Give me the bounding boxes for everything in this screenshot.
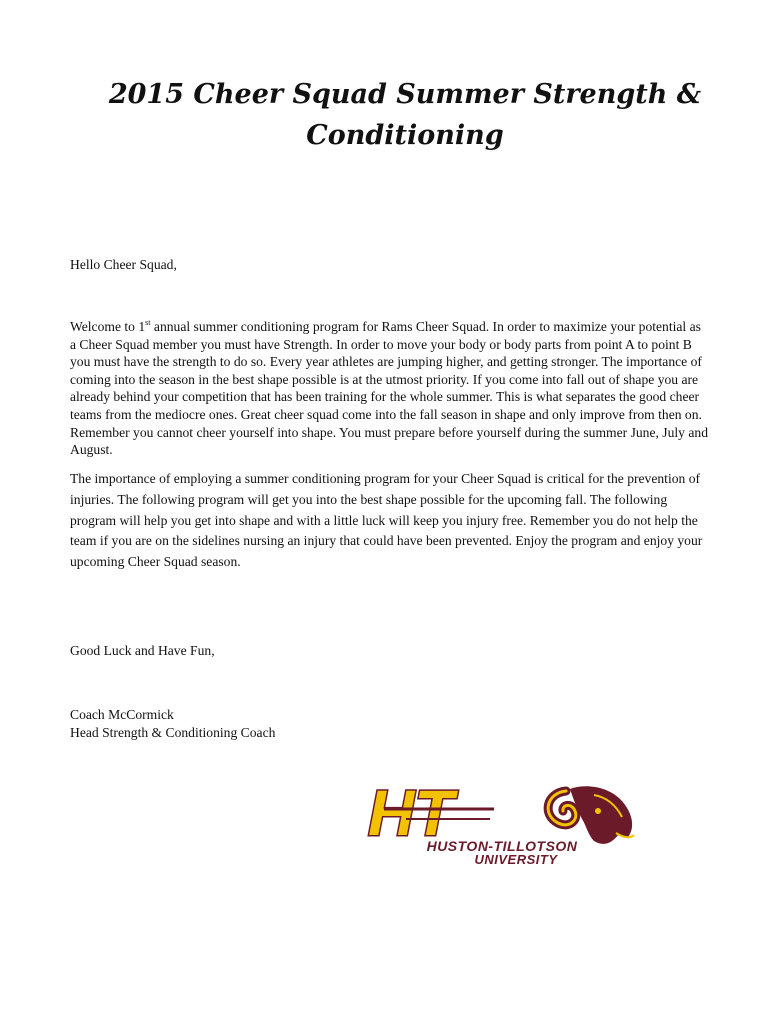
signature-name: Coach McCormick	[70, 707, 174, 722]
paragraph-welcome-rest: annual summer conditioning program for Rams Cheer Squad. In order to maximize your potential as a Cheer Squad member you must have Strength. In order to move your body or body parts from point A to point B you must have the strength to do so. Every year athletes are jumping higher, and getting stronger. The importance of coming into the season in the best shape possible is at the utmost priority. If you come into fall out of shape you are already behind your competition that has been training for the whole summer. This is what separates the good cheer teams from the mediocre ones. Great cheer squad come into the fall season in shape and only improve from then on. Remember you cannot cheer yourself into shape. You must prepare before yourself during the summer June, July and August.	[70, 319, 708, 458]
closing-line: Good Luck and Have Fun,	[70, 643, 215, 658]
title-line-1: 2015 Cheer Squad Summer Strength &	[108, 79, 702, 110]
logo-name-line-1: HUSTON-TILLOTSON	[426, 838, 578, 854]
salutation: Hello Cheer Squad,	[70, 257, 177, 272]
paragraph-importance: The importance of employing a summer conditioning program for your Cheer Squad is critical for the prevention of injuries. The following program will get you into the best shape possible for the upcoming fall. The following program will help you get into shape and with a little luck will keep you injury free. Remember you do not help the team if you are on the sidelines nursing an injury that could have been prevented. Enjoy the program and enjoy your upcoming Cheer Squad season.	[70, 471, 703, 570]
ram-head-icon	[548, 786, 634, 844]
paragraph-welcome-start: Welcome to 1	[70, 319, 146, 334]
ordinal-suffix: st	[145, 318, 151, 327]
paragraph-welcome	[70, 318, 710, 459]
title-line-2: Conditioning	[306, 120, 504, 151]
signature-title: Head Strength & Conditioning Coach	[70, 725, 276, 740]
logo-name-line-2: UNIVERSITY	[474, 852, 558, 865]
logo-monogram: HT	[368, 779, 454, 849]
university-logo	[366, 779, 640, 865]
document-title	[100, 74, 710, 156]
